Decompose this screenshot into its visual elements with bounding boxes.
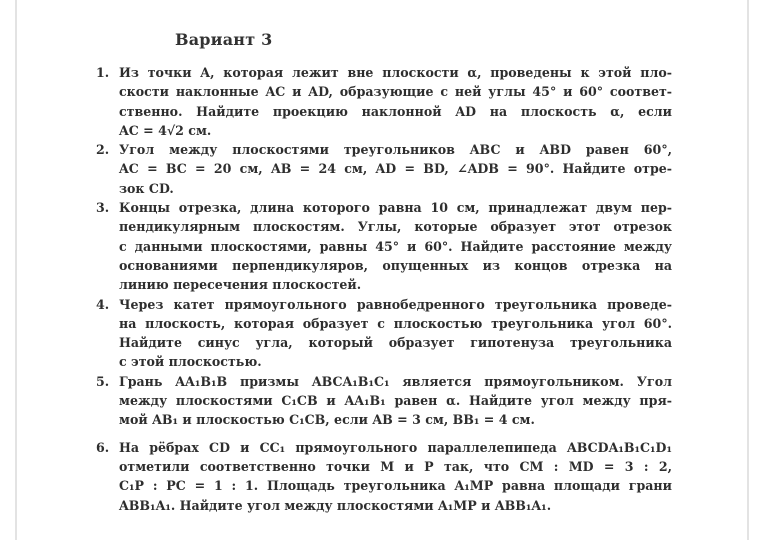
problem-line: зок CD. [119,180,174,196]
problem-text [119,140,672,198]
problem-line: основаниями перпендикуляров, опущенных из концов отрезка на [119,257,672,273]
problem-line: Концы отрезка, длина которого равна 10 см, принадлежат двум пер- [119,200,672,216]
problem-line: На рёбрах CD и CC₁ прямоугольного параллелепипеда ABCDA₁B₁C₁D₁ [119,439,672,455]
problem-line: Через катет прямоугольного равнобедренного треугольника проведе- [119,296,672,312]
problem-number: 1. [96,65,110,80]
problem-6 [96,438,672,515]
problem-line: C₁P : PC = 1 : 1. Площадь треугольника A₁MP равна площади грани [119,478,672,494]
problem-number: 2. [96,142,110,158]
problem-line: линию пересечения плоскостей. [119,277,362,293]
problem-2 [96,140,672,198]
problem-line: на плоскость, которая образует с плоскостью треугольника угол 60°. [119,315,672,331]
problem-3 [96,198,672,294]
problem-line: с этой плоскостью. [119,354,262,370]
page-border-right [747,0,749,540]
problem-line: Найдите синус угла, который образует гипотенуза треугольника [119,335,672,351]
problem-line: AC = BC = 20 см, AB = 24 см, AD = BD, ∠ADB = 90°. Найдите отре- [119,161,672,177]
page-border-left [15,0,17,540]
problem-5 [96,372,672,430]
problem-number: 4. [96,296,110,312]
problem-line: Из точки A, которая лежит вне плоскости α, проведены к этой пло- [119,65,672,80]
problem-text [119,63,672,140]
problem-line: ABB₁A₁. Найдите угол между плоскостями A₁MP и ABB₁A₁. [119,497,552,513]
problem-line: пендикулярным плоскостям. Углы, которые образует этот отрезок [119,219,672,235]
problem-4 [96,295,672,372]
problem-text [119,372,672,430]
problem-number: 5. [96,373,110,389]
problem-line: Угол между плоскостями треугольников ABC и ABD равен 60°, [119,142,672,158]
problem-text [119,295,672,372]
problem-number: 6. [96,439,110,455]
problem-line: отметили соответственно точки M и P так, что CM : MD = 3 : 2, [119,458,672,474]
problem-list [96,63,672,515]
problem-text [119,438,672,515]
problem-line: ственно. Найдите проекцию наклонной AD на плоскость α, если [119,103,672,119]
problem-line: с данными плоскостями, равны 45° и 60°. Найдите расстояние между [119,238,672,254]
variant-title: Вариант 3 [175,30,273,49]
problem-1 [96,63,672,140]
problem-text [119,198,672,294]
problem-line: Грань AA₁B₁B призмы ABCA₁B₁C₁ является прямоугольником. Угол [119,373,672,389]
problem-line: мой AB₁ и плоскостью C₁CB, если AB = 3 см, BB₁ = 4 см. [119,412,535,428]
problem-line: скости наклонные AC и AD, образующие с ней углы 45° и 60° соответ- [119,84,672,100]
problem-line: между плоскостями C₁CB и AA₁B₁ равен α. Найдите угол между пря- [119,393,672,409]
problem-line: AC = 4√2 см. [119,122,212,138]
problem-number: 3. [96,200,110,216]
